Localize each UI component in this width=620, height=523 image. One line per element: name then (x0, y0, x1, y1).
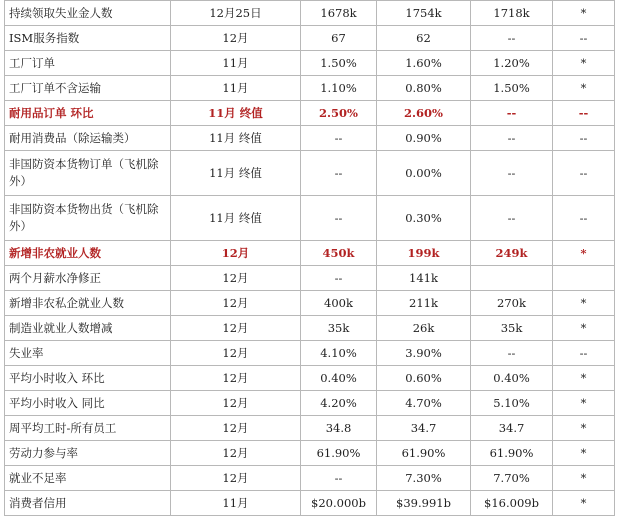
table-row (5, 151, 615, 196)
previous-value-cell: 199k (377, 241, 471, 266)
period-cell: 11月 终值 (171, 101, 301, 126)
period-cell: 12月 (171, 266, 301, 291)
previous-value-cell: 0.60% (377, 366, 471, 391)
flag-cell: * (553, 316, 615, 341)
economic-data-table (4, 0, 615, 516)
forecast-value-cell: 2.50% (301, 101, 377, 126)
indicator-name-cell: 非国防资本货物出货（飞机除外） (5, 196, 171, 241)
table-row (5, 26, 615, 51)
forecast-value-cell: 34.8 (301, 416, 377, 441)
forecast-value-cell: 67 (301, 26, 377, 51)
flag-cell (553, 266, 615, 291)
period-cell: 11月 终值 (171, 196, 301, 241)
previous-value-cell: 1754k (377, 1, 471, 26)
flag-cell: -- (553, 126, 615, 151)
flag-cell: -- (553, 196, 615, 241)
indicator-name-cell: 工厂订单不含运输 (5, 76, 171, 101)
forecast-value-cell: 4.20% (301, 391, 377, 416)
flag-cell: * (553, 241, 615, 266)
indicator-name-cell: 平均小时收入 同比 (5, 391, 171, 416)
table-row (5, 291, 615, 316)
table-row (5, 466, 615, 491)
indicator-name-cell: 耐用消费品（除运输类） (5, 126, 171, 151)
table-row (5, 51, 615, 76)
flag-cell: -- (553, 26, 615, 51)
prior-value-cell: 270k (471, 291, 553, 316)
prior-value-cell: -- (471, 196, 553, 241)
forecast-value-cell: 0.40% (301, 366, 377, 391)
period-cell: 11月 (171, 491, 301, 516)
table-row (5, 366, 615, 391)
indicator-name-cell: 工厂订单 (5, 51, 171, 76)
table-row (5, 126, 615, 151)
indicator-name-cell: ISM服务指数 (5, 26, 171, 51)
flag-cell: * (553, 391, 615, 416)
table-row (5, 316, 615, 341)
flag-cell: * (553, 366, 615, 391)
indicator-name-cell: 新增非农私企就业人数 (5, 291, 171, 316)
forecast-value-cell: 35k (301, 316, 377, 341)
flag-cell: * (553, 76, 615, 101)
indicator-name-cell: 就业不足率 (5, 466, 171, 491)
flag-cell: * (553, 51, 615, 76)
indicator-name-cell: 耐用品订单 环比 (5, 101, 171, 126)
period-cell: 12月 (171, 291, 301, 316)
forecast-value-cell: -- (301, 266, 377, 291)
forecast-value-cell: 61.90% (301, 441, 377, 466)
table-row (5, 76, 615, 101)
period-cell: 11月 (171, 76, 301, 101)
table-row (5, 416, 615, 441)
period-cell: 12月 (171, 466, 301, 491)
forecast-value-cell: 1.10% (301, 76, 377, 101)
table-row (5, 441, 615, 466)
prior-value-cell: 1.50% (471, 76, 553, 101)
flag-cell: * (553, 291, 615, 316)
forecast-value-cell: 4.10% (301, 341, 377, 366)
forecast-value-cell: 400k (301, 291, 377, 316)
table-row (5, 491, 615, 516)
table-row (5, 196, 615, 241)
prior-value-cell: -- (471, 126, 553, 151)
forecast-value-cell: 450k (301, 241, 377, 266)
prior-value-cell: 35k (471, 316, 553, 341)
previous-value-cell: 0.80% (377, 76, 471, 101)
table-row (5, 341, 615, 366)
indicator-name-cell: 制造业就业人数增减 (5, 316, 171, 341)
flag-cell: -- (553, 151, 615, 196)
forecast-value-cell: -- (301, 151, 377, 196)
prior-value-cell: 7.70% (471, 466, 553, 491)
period-cell: 12月 (171, 391, 301, 416)
flag-cell: -- (553, 341, 615, 366)
table-row (5, 241, 615, 266)
forecast-value-cell: 1678k (301, 1, 377, 26)
period-cell: 11月 终值 (171, 151, 301, 196)
flag-cell: -- (553, 101, 615, 126)
period-cell: 12月 (171, 416, 301, 441)
previous-value-cell: 2.60% (377, 101, 471, 126)
prior-value-cell: 1718k (471, 1, 553, 26)
previous-value-cell: 3.90% (377, 341, 471, 366)
indicator-name-cell: 平均小时收入 环比 (5, 366, 171, 391)
previous-value-cell: 1.60% (377, 51, 471, 76)
prior-value-cell: -- (471, 101, 553, 126)
forecast-value-cell: -- (301, 126, 377, 151)
indicator-name-cell: 失业率 (5, 341, 171, 366)
indicator-name-cell: 持续领取失业金人数 (5, 1, 171, 26)
previous-value-cell: 211k (377, 291, 471, 316)
flag-cell: * (553, 1, 615, 26)
prior-value-cell: $16.009b (471, 491, 553, 516)
period-cell: 11月 终值 (171, 126, 301, 151)
indicator-name-cell: 非国防资本货物订单（飞机除外） (5, 151, 171, 196)
previous-value-cell: 0.30% (377, 196, 471, 241)
prior-value-cell: 1.20% (471, 51, 553, 76)
period-cell: 11月 (171, 51, 301, 76)
table-row (5, 101, 615, 126)
prior-value-cell: 0.40% (471, 366, 553, 391)
forecast-value-cell: $20.000b (301, 491, 377, 516)
period-cell: 12月25日 (171, 1, 301, 26)
forecast-value-cell: -- (301, 196, 377, 241)
flag-cell: * (553, 491, 615, 516)
previous-value-cell: 26k (377, 316, 471, 341)
previous-value-cell: 141k (377, 266, 471, 291)
indicator-name-cell: 新增非农就业人数 (5, 241, 171, 266)
indicator-name-cell: 两个月薪水净修正 (5, 266, 171, 291)
flag-cell: * (553, 466, 615, 491)
indicator-name-cell: 劳动力参与率 (5, 441, 171, 466)
prior-value-cell: -- (471, 151, 553, 196)
prior-value-cell: -- (471, 341, 553, 366)
previous-value-cell: 0.90% (377, 126, 471, 151)
indicator-name-cell: 消费者信用 (5, 491, 171, 516)
period-cell: 12月 (171, 241, 301, 266)
prior-value-cell: 61.90% (471, 441, 553, 466)
table-row (5, 1, 615, 26)
previous-value-cell: $39.991b (377, 491, 471, 516)
previous-value-cell: 61.90% (377, 441, 471, 466)
period-cell: 12月 (171, 316, 301, 341)
prior-value-cell: 34.7 (471, 416, 553, 441)
period-cell: 12月 (171, 26, 301, 51)
period-cell: 12月 (171, 341, 301, 366)
forecast-value-cell: -- (301, 466, 377, 491)
prior-value-cell: -- (471, 26, 553, 51)
period-cell: 12月 (171, 441, 301, 466)
previous-value-cell: 0.00% (377, 151, 471, 196)
table-row (5, 391, 615, 416)
indicator-name-cell: 周平均工时-所有员工 (5, 416, 171, 441)
table-body (5, 1, 615, 516)
flag-cell: * (553, 416, 615, 441)
prior-value-cell (471, 266, 553, 291)
table-row (5, 266, 615, 291)
previous-value-cell: 4.70% (377, 391, 471, 416)
previous-value-cell: 7.30% (377, 466, 471, 491)
period-cell: 12月 (171, 366, 301, 391)
previous-value-cell: 62 (377, 26, 471, 51)
prior-value-cell: 249k (471, 241, 553, 266)
forecast-value-cell: 1.50% (301, 51, 377, 76)
previous-value-cell: 34.7 (377, 416, 471, 441)
flag-cell: * (553, 441, 615, 466)
prior-value-cell: 5.10% (471, 391, 553, 416)
